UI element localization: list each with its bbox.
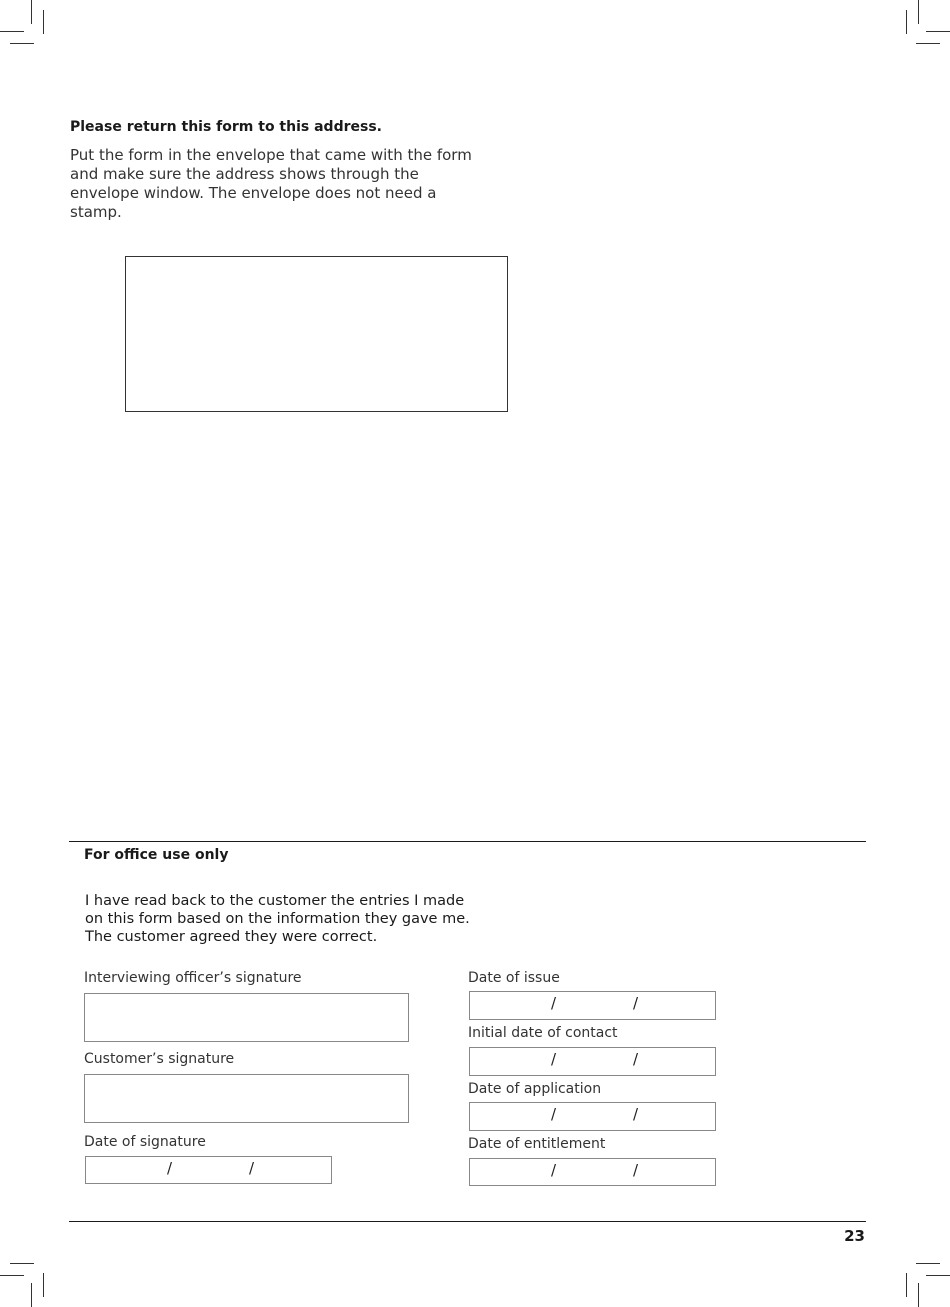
- crop-mark: [0, 1275, 24, 1276]
- date-separator: /: [551, 1050, 557, 1068]
- crop-mark: [43, 1273, 44, 1297]
- crop-mark: [916, 43, 940, 44]
- date-of-entitlement-label: Date of entitlement: [468, 1136, 606, 1152]
- crop-mark: [918, 1283, 919, 1307]
- date-separator: /: [633, 1105, 639, 1123]
- date-of-entitlement-field[interactable]: [469, 1158, 716, 1186]
- crop-mark: [926, 31, 950, 32]
- crop-mark: [31, 1283, 32, 1307]
- crop-mark: [0, 31, 24, 32]
- crop-mark: [10, 43, 34, 44]
- crop-mark: [906, 10, 907, 34]
- office-use-title: For office use only: [84, 847, 229, 863]
- crop-mark: [31, 0, 32, 24]
- crop-mark: [43, 10, 44, 34]
- officer-signature-label: Interviewing officer’s signature: [84, 970, 302, 986]
- date-separator: /: [551, 1105, 557, 1123]
- office-declaration: I have read back to the customer the entries I made on this form based on the information they gave me. The customer agreed they were correct.: [85, 893, 470, 945]
- date-separator: /: [551, 1161, 557, 1179]
- date-separator: /: [249, 1159, 255, 1177]
- date-separator: /: [633, 1050, 639, 1068]
- date-separator: /: [633, 994, 639, 1012]
- initial-contact-label: Initial date of contact: [468, 1025, 618, 1041]
- customer-signature-field[interactable]: [84, 1074, 409, 1123]
- crop-mark: [10, 1263, 34, 1264]
- date-of-application-field[interactable]: [469, 1102, 716, 1131]
- date-of-signature-field[interactable]: [85, 1156, 332, 1184]
- date-separator: /: [167, 1159, 173, 1177]
- crop-mark: [916, 1263, 940, 1264]
- crop-mark: [926, 1275, 950, 1276]
- return-instructions: Put the form in the envelope that came with the form and make sure the address shows through the envelope window. The envelope does not need a stamp.: [70, 146, 472, 221]
- customer-signature-label: Customer’s signature: [84, 1051, 235, 1067]
- crop-mark: [918, 0, 919, 24]
- crop-mark: [906, 1273, 907, 1297]
- date-of-issue-field[interactable]: [469, 991, 716, 1020]
- date-of-application-label: Date of application: [468, 1081, 602, 1097]
- top-divider: [69, 841, 866, 842]
- bottom-divider: [69, 1221, 866, 1222]
- date-of-signature-label: Date of signature: [84, 1134, 206, 1150]
- officer-signature-field[interactable]: [84, 993, 409, 1042]
- date-separator: /: [551, 994, 557, 1012]
- return-heading: Please return this form to this address.: [70, 119, 382, 135]
- date-separator: /: [633, 1161, 639, 1179]
- address-window-box: [125, 256, 508, 412]
- initial-contact-date-field[interactable]: [469, 1047, 716, 1076]
- date-of-issue-label: Date of issue: [468, 970, 560, 986]
- page-number: 23: [844, 1227, 865, 1245]
